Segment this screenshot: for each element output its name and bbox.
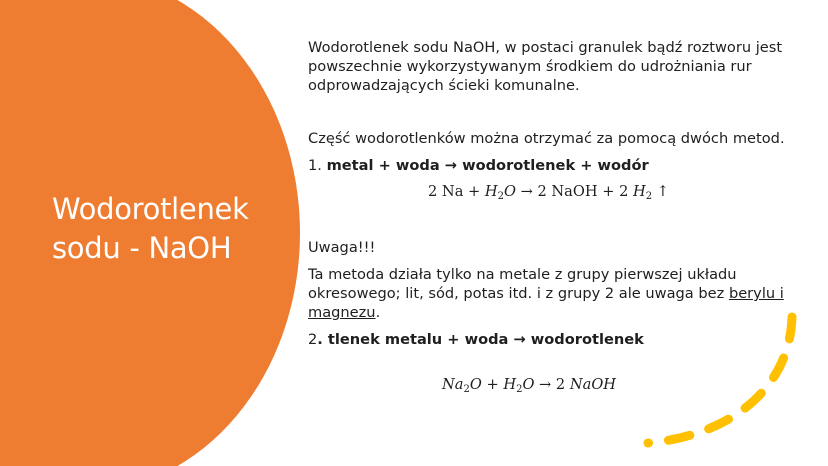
equation-2 xyxy=(442,376,616,393)
intro-line-3: odprowadzających ścieki komunalne. xyxy=(308,77,580,94)
eq1-o: O xyxy=(504,183,516,200)
note-line-2 xyxy=(308,284,784,303)
eq1-part: 2 Na + xyxy=(428,183,485,200)
dashed-curve-path xyxy=(648,317,792,443)
eq1-h2-sub: 2 xyxy=(645,191,653,202)
intro-line-2: powszechnie wykorzystywanym środkiem do udrożniania rur xyxy=(308,58,752,75)
method-2-number: 2 xyxy=(308,331,318,348)
eq1-h: H xyxy=(484,183,498,200)
eq1-h2: H xyxy=(633,183,646,200)
eq2-o2: O xyxy=(522,376,535,393)
note-line-2-text: okresowego; lit, sód, potas itd. i z grupy 2 ale uwaga bez xyxy=(308,285,729,302)
eq1-up-arrow: ↑ xyxy=(652,183,669,200)
eq2-h-sub: 2 xyxy=(516,384,523,395)
eq1-arrow: → 2 NaOH + 2 xyxy=(515,183,634,200)
equation-1 xyxy=(428,183,669,200)
intro-line-1: Wodorotlenek sodu NaOH, w postaci granulek bądź roztworu jest xyxy=(308,39,783,56)
note-end: . xyxy=(375,304,381,321)
note-underline-1: berylu i xyxy=(728,285,784,302)
eq1-h-sub: 2 xyxy=(497,191,505,202)
eq2-o1: O xyxy=(469,376,482,393)
eq2-naoh: NaOH xyxy=(569,376,617,393)
methods-intro: Część wodorotlenków można otrzymać za pomocą dwóch metod. xyxy=(308,130,785,147)
eq2-h: H xyxy=(503,376,517,393)
method-2-label: . tlenek metalu + woda → wodorotlenek xyxy=(317,331,644,348)
title-line-2: sodu - NaOH xyxy=(52,231,232,265)
eq2-na-sub: 2 xyxy=(463,384,470,395)
dashed-curve-decoration xyxy=(640,305,810,455)
method-1-label: metal + woda → wodorotlenek + wodór xyxy=(326,157,649,174)
note-underline-2: magnezu xyxy=(308,304,376,321)
eq2-plus: + xyxy=(481,376,504,393)
intro-paragraph xyxy=(308,38,782,95)
method-1 xyxy=(308,156,649,175)
method-1-number: 1. xyxy=(308,157,327,174)
slide-title xyxy=(52,190,292,268)
eq2-na: Na xyxy=(442,376,464,393)
title-line-1: Wodorotlenek xyxy=(52,192,249,226)
eq2-arrow: → 2 xyxy=(534,376,570,393)
method-2 xyxy=(308,330,644,349)
warning-text: Uwaga!!! xyxy=(308,239,376,256)
note-line-1: Ta metoda działa tylko na metale z grupy pierwszej układu xyxy=(308,266,737,283)
